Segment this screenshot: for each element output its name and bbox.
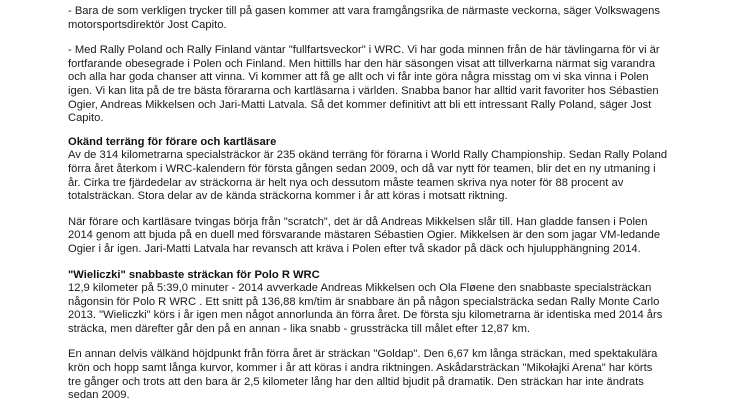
paragraph-goldap: En annan delvis välkänd höjdpunkt från förra året är sträckan "Goldap". Den 6,67 km långa sträckan, med spektakulära krön och hopp samt långa kurvor, kommer i år att köras i andra riktningen. Askådarsträckan "Mikołajki Arena" har körts tre gånger och trots att den bara är 2,5 kilometer lång har den alltid bjudit på dramatik. Den sträckan har inte ändrats sedan 2009. [68, 348, 658, 402]
quote-paragraph-capito-intro: - Bara de som verkligen trycker till på gasen kommer att vara framgångsrika de närmaste veckorna, säger Volkswagens motorsportsdirektör Jost Capito. [68, 5, 660, 31]
paragraph-mikkelsen: När förare och kartläsare tvingas börja från "scratch", det är då Andreas Mikkelsen slår till. Han gladde fansen i Polen 2014 genom att bjuda på en duell med försvarande mästaren Sébastien Ogier. Mikkelsen är den som jagar VM-ledande Ogier i år igen. Jari-Matti Latvala har revansch att kräva i Polen efter två skador på däck och hjulupphängning 2014. [68, 215, 661, 255]
paragraph-wieliczki: 12,9 kilometer på 5:39,0 minuter - 2014 avverkade Andreas Mikkelsen och Ola Fløene den snabbaste specialsträckan någonsin för Polo R WRC . Ett snitt på 136,88 km/tim är snabbare än på någon specialsträcka sedan Rally Monte Carlo 2013. "Wieliczki" körs i år igen men något annorlunda än förra året. De första sju kilometrarna är identiska med 2014 års sträcka, men därefter går den på en annan - lika snabb - grussträcka till målet efter 12,87 km. [68, 282, 663, 335]
paragraph-unknown-terrain: Av de 314 kilometrarna specialsträckor är 235 okänd terräng för förarna i World Rally Championship. Sedan Rally Poland förra året återkom i WRC-kalendern för första gången sedan 2009, och då var nytt för teamen, blir det en ny utmaning i år. Cirka tre fjärdedelar av sträckorna är helt nya och dessutom måste teamen skriva nya noter för 88 procent av totalsträckan. Stora delar av de kända sträckorna kommer i år att köras i motsatt riktning. [68, 149, 668, 203]
section-heading-unknown-terrain: Okänd terräng för förare och kartläsare [68, 135, 277, 148]
article-body [68, 5, 668, 413]
quote-paragraph-capito-main: - Med Rally Poland och Rally Finland väntar "fullfartsveckor" i WRC. Vi har goda minnen från de här tävlingarna för vi är fortfarande obesegrade i Polen och Finland. Men hittills har den här säsongen visat att tillverkarna närmat sig varandra och alla har goda chanser att vinna. Vi kommer att få ge allt och vi får inte göra några misstag om vi ska vinna i Polen igen. Vi kan lita på de tre bästa förararna och kartläsarna i världen. Snabba banor har alltid varit favoriter hos Sébastien Ogier, Andreas Mikkelsen och Jari-Matti Latvala. Så det kommer definitivt att bli ett intressant Rally Poland, säger Jost Capito. [68, 44, 660, 125]
section-heading-wieliczki: "Wieliczki" snabbaste sträckan för Polo R WRC [68, 268, 320, 281]
